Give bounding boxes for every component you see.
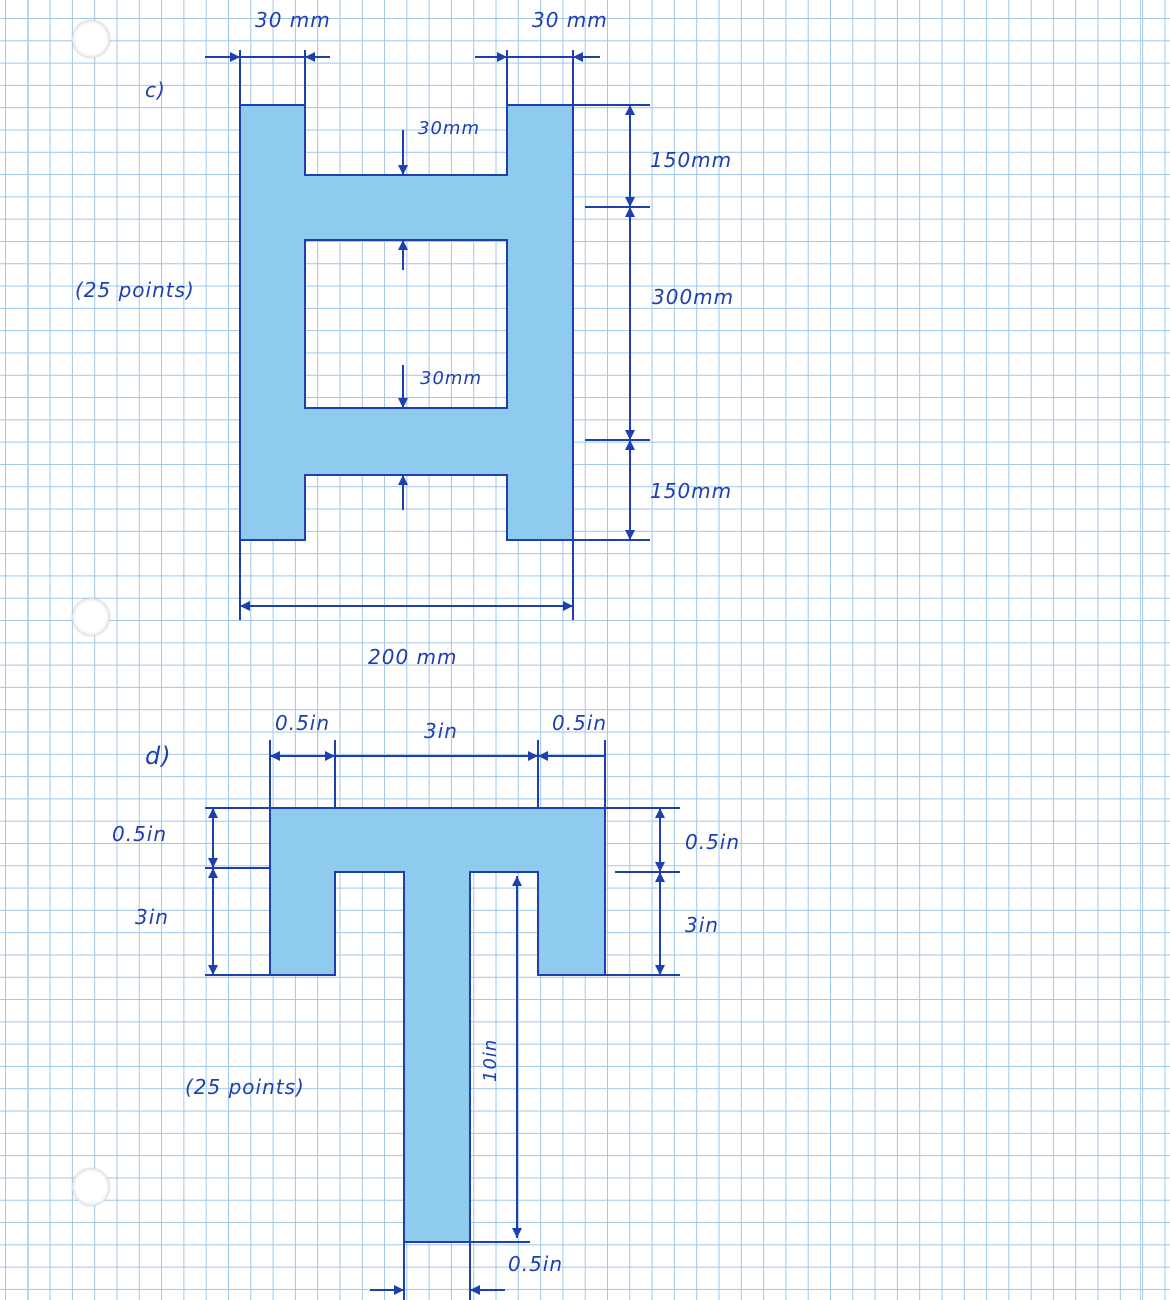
d-leg-height-left-label: 3in xyxy=(135,905,169,929)
d-part-label: d) xyxy=(145,742,172,770)
c-total-width-label: 200 mm xyxy=(368,645,458,669)
d-pi-section xyxy=(270,808,605,1242)
c-web-thickness-bottom-label: 30mm xyxy=(420,368,482,389)
c-height-bottom-label: 150mm xyxy=(650,479,733,503)
d-stem-width-label: 0.5in xyxy=(508,1252,564,1276)
d-flange-thickness-right-label: 0.5in xyxy=(685,830,741,854)
d-points-label: (25 points) xyxy=(185,1075,305,1099)
d-stem-height-label: 10in xyxy=(480,1038,501,1082)
d-leg-height-right-label: 3in xyxy=(685,913,719,937)
c-h-shape xyxy=(240,105,573,540)
c-h-section xyxy=(240,105,573,540)
c-part-label: c) xyxy=(145,78,166,102)
c-flange-width-right-label: 30 mm xyxy=(532,8,608,32)
c-height-top-label: 150mm xyxy=(650,148,733,172)
c-web-thickness-top-label: 30mm xyxy=(418,118,480,139)
c-height-mid-label: 300mm xyxy=(652,285,735,309)
c-points-label: (25 points) xyxy=(75,278,195,302)
c-flange-width-left-label: 30 mm xyxy=(255,8,331,32)
d-flange-thickness-left-label: 0.5in xyxy=(112,822,168,846)
d-span-top-label: 3in xyxy=(424,719,458,743)
d-pi-shape xyxy=(270,808,605,1242)
d-leg-width-right-label: 0.5in xyxy=(552,711,608,735)
d-leg-width-left-label: 0.5in xyxy=(275,711,331,735)
